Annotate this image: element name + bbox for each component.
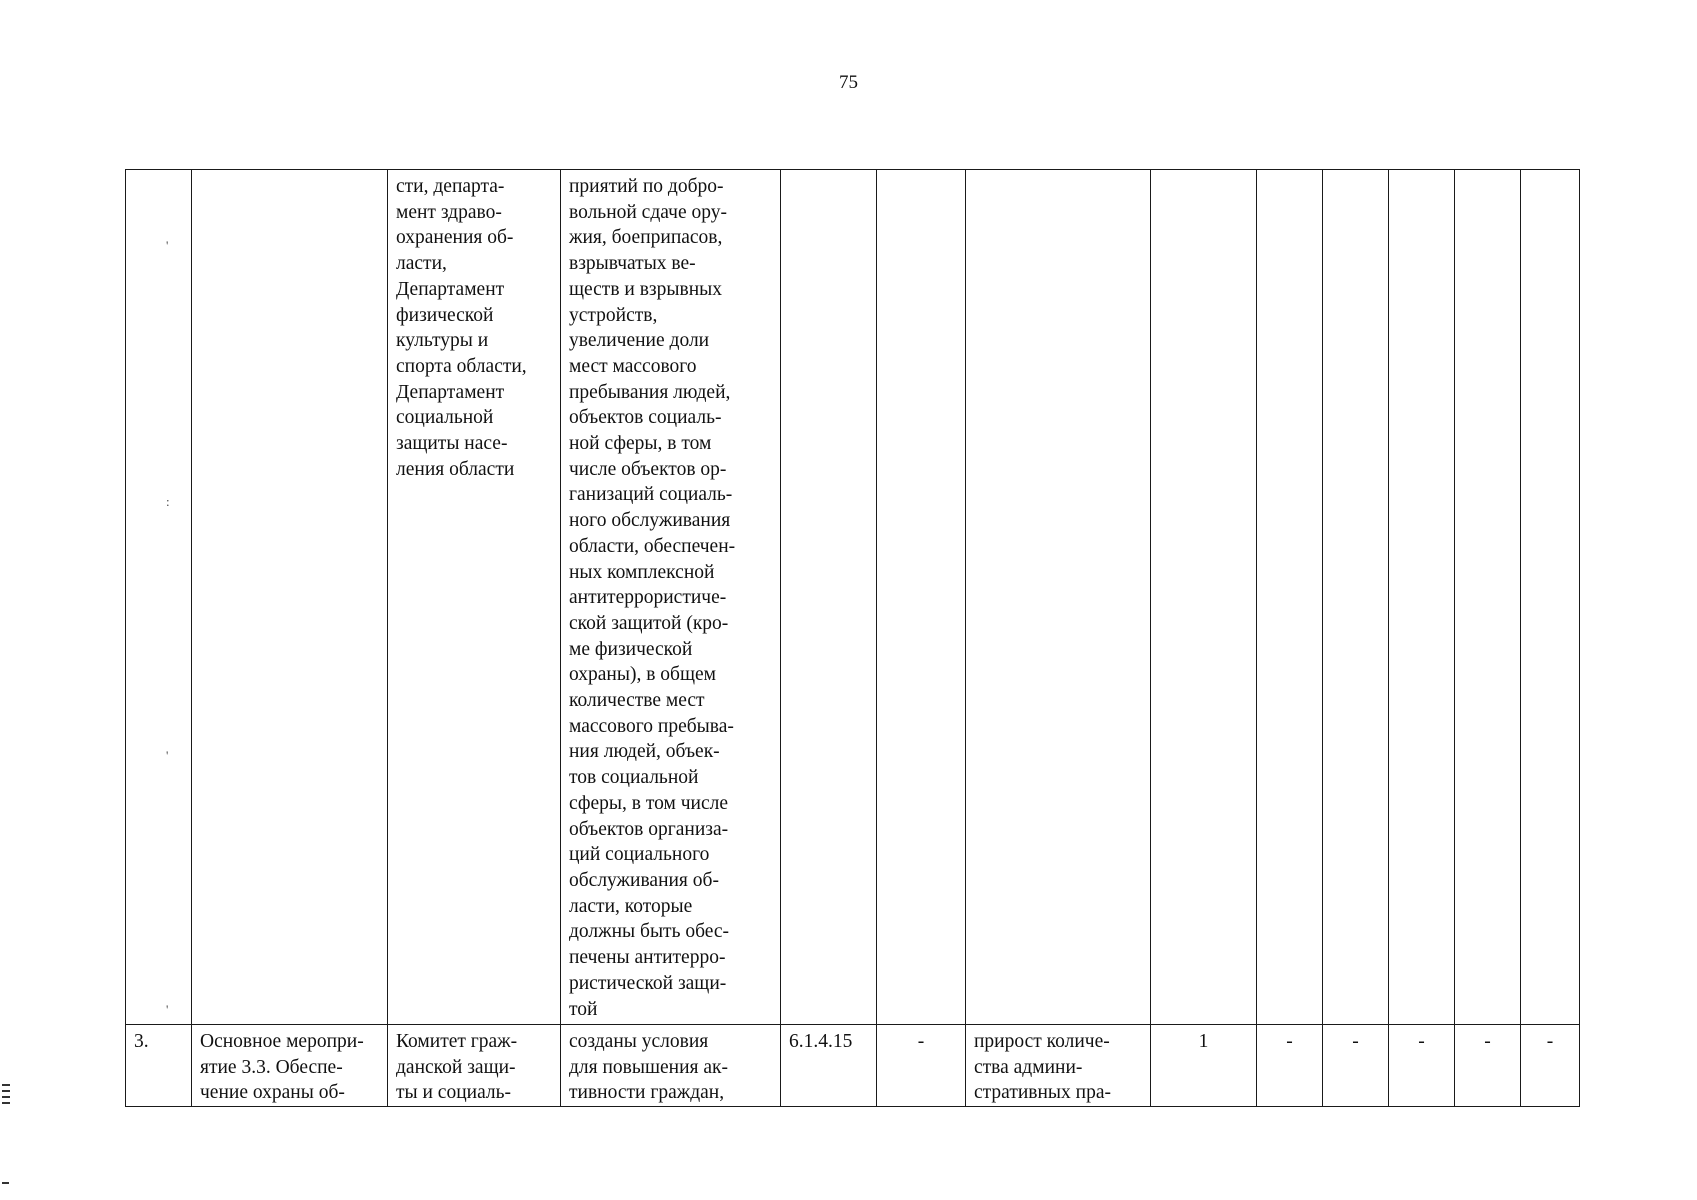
cell-col8: 1 xyxy=(1151,1025,1257,1107)
text-line: тов социальной xyxy=(569,767,699,789)
cell-indicator-code: 6.1.4.15 xyxy=(781,1025,877,1107)
cell-col13 xyxy=(1521,170,1580,1025)
cell-col13: - xyxy=(1521,1025,1580,1107)
text-line: ской защитой (кро- xyxy=(569,612,729,634)
text-line: спорта области, xyxy=(396,355,527,377)
text-line: мест массового xyxy=(569,355,697,377)
cell-col11: - xyxy=(1389,1025,1455,1107)
text-line: взрывчатых ве- xyxy=(569,253,696,275)
text-line: должны быть обес- xyxy=(569,921,730,943)
text-line: ласти, xyxy=(396,253,447,275)
cell-indicator-code xyxy=(781,170,877,1025)
page-number: 75 xyxy=(839,72,858,93)
text-line: ятие 3.3. Обеспе- xyxy=(200,1056,343,1078)
cell-col6 xyxy=(877,170,966,1025)
scan-tick: : xyxy=(166,494,170,509)
cell-number xyxy=(126,170,192,1025)
text-line: ного обслуживания xyxy=(569,510,731,532)
text-line: числе объектов ор- xyxy=(569,458,727,480)
margin-mark xyxy=(2,1096,10,1098)
text-line: для повышения ак- xyxy=(569,1056,728,1078)
cell-col8 xyxy=(1151,170,1257,1025)
margin-mark xyxy=(2,1084,10,1086)
table-row-continuation xyxy=(126,170,1580,1025)
text-line: ристической защи- xyxy=(569,972,727,994)
text-line: физической xyxy=(396,304,494,326)
text-line: жия, боеприпасов, xyxy=(569,227,723,249)
text-line: сти, департа- xyxy=(396,176,505,197)
text-line: ния людей, объек- xyxy=(569,741,720,763)
scan-tick: ' xyxy=(166,1002,169,1017)
cell-event-name xyxy=(192,1025,388,1107)
text-line: ласти, которые xyxy=(569,895,693,917)
text-line: увеличение доли xyxy=(569,330,710,352)
text-line: культуры и xyxy=(396,330,489,352)
text-line: количестве мест xyxy=(569,690,705,712)
text-line: социальной xyxy=(396,407,494,429)
table-row-3 xyxy=(126,1025,1580,1107)
text-line: массового пребыва- xyxy=(569,715,734,737)
text-line: ме физической xyxy=(569,638,693,660)
text-line: пребывания людей, xyxy=(569,381,731,403)
cell-indicator-name xyxy=(966,1025,1151,1107)
cell-number: 3. xyxy=(126,1025,192,1107)
text-line: чение охраны об- xyxy=(200,1082,345,1104)
text-line: Комитет граж- xyxy=(396,1031,518,1052)
text-line: Основное меропри- xyxy=(200,1031,364,1052)
text-line: ществ и взрывных xyxy=(569,278,722,300)
cell-col9: - xyxy=(1257,1025,1323,1107)
margin-mark xyxy=(2,1090,10,1092)
text-line: вольной сдаче ору- xyxy=(569,201,727,223)
text-line: данской защи- xyxy=(396,1056,516,1078)
text-line: сферы, в том числе xyxy=(569,792,729,814)
text-line: тивности граждан, xyxy=(569,1082,725,1104)
text-line: печены антитерро- xyxy=(569,947,726,969)
text-line: мент здраво- xyxy=(396,201,502,223)
text-line: прирост количе- xyxy=(974,1031,1110,1052)
cell-executors xyxy=(388,1025,561,1107)
margin-mark xyxy=(2,1182,9,1184)
cell-col9 xyxy=(1257,170,1323,1025)
text-line: объектов организа- xyxy=(569,818,729,840)
cell-col11 xyxy=(1389,170,1455,1025)
text-line: объектов социаль- xyxy=(569,407,722,429)
text-line: ты и социаль- xyxy=(396,1082,512,1104)
cell-event-name xyxy=(192,170,388,1025)
cell-indicator-name xyxy=(966,170,1151,1025)
text-line: ций социального xyxy=(569,844,710,866)
text-line: той xyxy=(569,998,598,1020)
text-line: ганизаций социаль- xyxy=(569,484,733,506)
text-line: ства админи- xyxy=(974,1056,1083,1078)
cell-expected-result xyxy=(561,1025,781,1107)
margin-mark xyxy=(2,1102,10,1104)
cell-expected-result xyxy=(561,170,781,1025)
text-line: охраны), в общем xyxy=(569,664,716,686)
cell-col6: - xyxy=(877,1025,966,1107)
cell-executors xyxy=(388,170,561,1025)
text-line: устройств, xyxy=(569,304,658,326)
text-line: защиты насе- xyxy=(396,433,508,455)
text-line: Департамент xyxy=(396,278,505,300)
cell-col10 xyxy=(1323,170,1389,1025)
scan-tick: ' xyxy=(166,748,169,763)
cell-col10: - xyxy=(1323,1025,1389,1107)
cell-col12: - xyxy=(1455,1025,1521,1107)
text-line: охранения об- xyxy=(396,227,514,249)
text-line: созданы условия xyxy=(569,1031,709,1052)
text-line: обслуживания об- xyxy=(569,869,719,891)
text-line: Департамент xyxy=(396,381,505,403)
text-line: ления области xyxy=(396,458,515,480)
scan-tick: ' xyxy=(166,238,169,253)
text-line: ной сферы, в том xyxy=(569,433,712,455)
cell-col12 xyxy=(1455,170,1521,1025)
text-line: области, обеспечен- xyxy=(569,535,736,557)
text-line: ных комплексной xyxy=(569,561,715,583)
text-line: стративных пра- xyxy=(974,1082,1111,1104)
text-line: приятий по добро- xyxy=(569,176,724,197)
text-line: антитеррористиче- xyxy=(569,587,727,609)
program-table xyxy=(125,169,1580,1107)
